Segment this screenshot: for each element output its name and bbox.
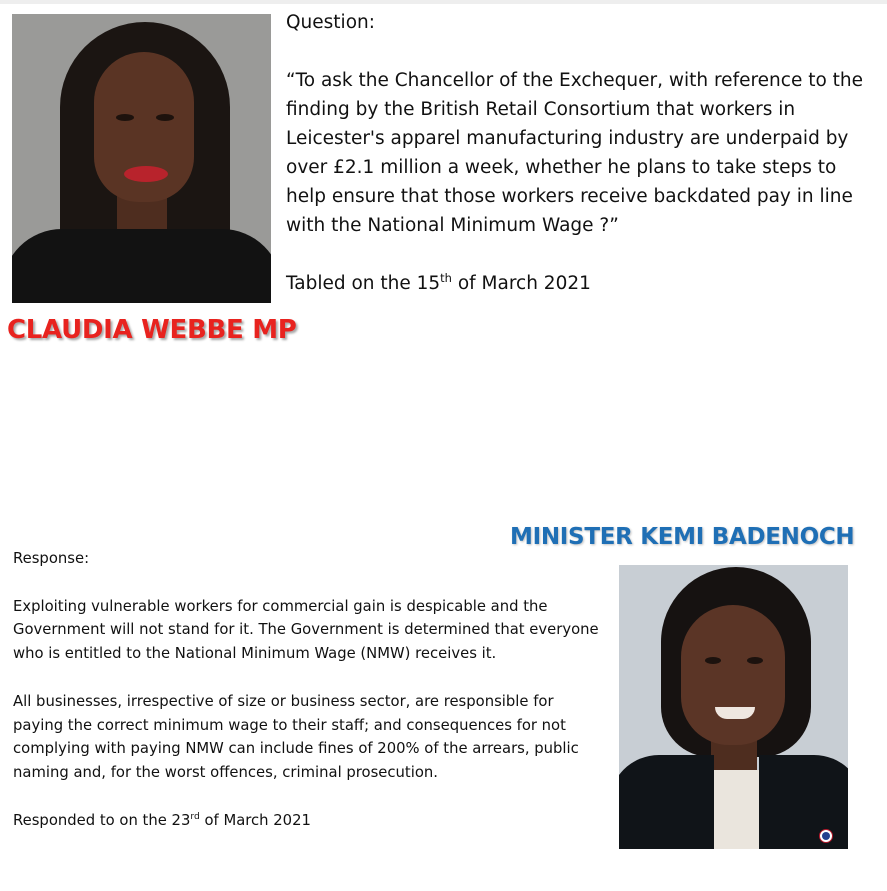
portrait-eye: [747, 657, 763, 664]
tabled-date-suffix: of March 2021: [451, 273, 591, 294]
response-heading: Response:: [13, 550, 90, 567]
tabled-date-prefix: Tabled on the 15: [286, 273, 441, 294]
response-block: [13, 547, 603, 833]
top-rule: [0, 0, 887, 4]
minister-portrait-photo: [619, 565, 848, 849]
responded-date-prefix: Responded to on the 23: [13, 811, 191, 829]
question-heading: Question:: [286, 12, 375, 33]
mp-portrait-photo: [12, 14, 271, 303]
portrait-jacket: [12, 229, 271, 303]
portrait-face: [681, 605, 785, 745]
portrait-jacket: [759, 755, 848, 849]
response-paragraph-1: Exploiting vulnerable workers for commercial gain is despicable and the Government will not stand for it. The Government is determined that everyone who is entitled to the National Minimum Wage (NMW) receives it.: [13, 597, 599, 663]
tabled-date-ordinal: th: [440, 270, 452, 285]
responded-date-suffix: of March 2021: [199, 811, 311, 829]
portrait-eye: [116, 114, 134, 121]
responded-date-ordinal: rd: [190, 810, 200, 822]
question-text: “To ask the Chancellor of the Exchequer, with reference to the finding by the British Retail Consortium that workers in Leicester's apparel manufacturing industry are underpaid by over £2.1 million a week, whether he plans to take steps to help ensure that those workers receive backdated pay in line with the National Minimum Wage ?”: [286, 70, 864, 236]
portrait-eye: [156, 114, 174, 121]
portrait-lips: [124, 166, 168, 182]
portrait-smile: [715, 707, 755, 719]
responded-date: [13, 809, 603, 833]
portrait-eye: [705, 657, 721, 664]
flag-pin-icon: [819, 829, 833, 843]
minister-name: MINISTER KEMI BADENOCH: [510, 524, 855, 550]
mp-name: CLAUDIA WEBBE MP: [7, 315, 297, 345]
question-block: [286, 8, 882, 298]
response-paragraph-2: All businesses, irrespective of size or business sector, are responsible for paying the correct minimum wage to their staff; and consequences for not complying with paying NMW can include fines of 200% of the arrears, public naming and, for the worst offences, criminal prosecution.: [13, 692, 579, 782]
portrait-jacket: [619, 755, 714, 849]
tabled-date: [286, 269, 882, 298]
